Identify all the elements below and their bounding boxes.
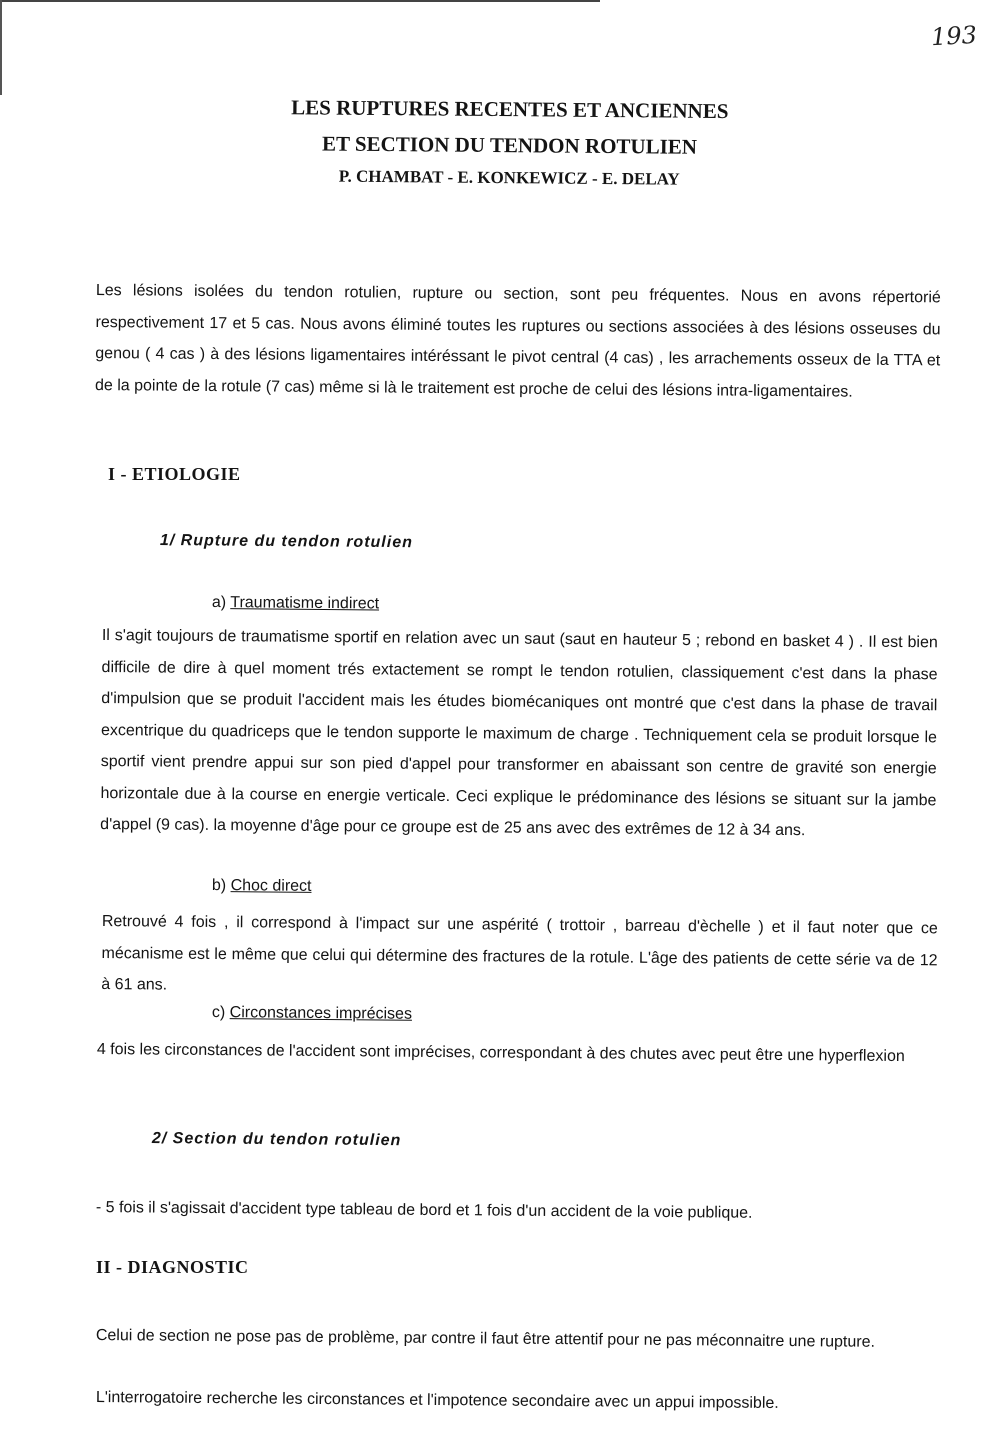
subsection-a-heading [212, 594, 379, 613]
subsection-heading-rupture: 1/ Rupture du tendon rotulien [159, 532, 413, 552]
subsection-b-label: b) [211, 877, 227, 895]
subsection-c-title: Circonstances imprécises [229, 1004, 413, 1023]
section-tendon-text: - 5 fois il s'agissait d'accident type tableau de bord et 1 fois d'un accident de la voie publique. [95, 1198, 753, 1222]
intro-paragraph: Les lésions isolées du tendon rotulien, rupture ou section, sont peu fréquentes. Nous en avons répertorié respectivement 17 et 5 cas. Nous avons éliminé toutes les ruptures ou sections associées à des lésions osseuses du genou ( 4 cas ) à des lésions ligamentaires intéréssant le pivot central (4 cas) , les arrachements osseux de la TTA et de la pointe de la rotule (7 cas) même si là le traitement est proche de celui des lésions intra-ligamentaires. [94, 281, 941, 401]
title-line-1: LES RUPTURES RECENTES ET ANCIENNES [291, 95, 729, 124]
diagnostic-paragraph-1: Celui de section ne pose pas de problème, par contre il faut être attentif pour ne pas méconnaitre une rupture. [95, 1326, 876, 1351]
subsection-b-title: Choc direct [230, 877, 312, 895]
diagnostic-paragraph-2: L'interrogatoire recherche les circonstances et l'impotence secondaire avec un appui impossible. [95, 1388, 779, 1412]
page-number: 193 [930, 20, 978, 52]
subsection-heading-section: 2/ Section du tendon rotulien [151, 1130, 402, 1150]
subsection-a-title: Traumatisme indirect [230, 594, 380, 613]
subsection-c-heading [212, 1004, 412, 1024]
section-heading-diagnostic: II - DIAGNOSTIC [96, 1257, 249, 1277]
subsection-c-text: 4 fois les circonstances de l'accident sont imprécises, correspondant à des chutes avec peut être une hyperflexion [96, 1040, 905, 1066]
scan-border-top [0, 0, 600, 2]
subsection-a-label: a) [211, 594, 227, 612]
subsection-c-label: c) [211, 1004, 226, 1022]
subsection-b-heading [212, 877, 312, 896]
title-block [149, 88, 870, 196]
title-line-2: ET SECTION DU TENDON ROTULIEN [321, 131, 698, 159]
subsection-a-text: Il s'agit toujours de traumatisme sportif en relation avec un saut (saut en hauteur 5 ; rebond en basket 4 ) . Il est bien difficile de dire à quel moment trés extactement se rompt le tendon rotulien, classiquement c'est dans la phase d'impulsion que se produit l'accident mais les études biomécaniques ont montré que c'est dans la phase de travail excentrique du quadriceps que le tendon supporte le maximum de charge . Techniquement cela se produit lorsque le sportif vient prendre appui sur son pied d'appel pour transformer en abaissant son centre de gravité son energie horizontale due à la course en energie verticale. Ceci explique le prédominance des lésions se situant sur la jambe d'appel (9 cas). la moyenne d'âge pour ce groupe est de 25 ans avec des extrêmes de 12 à 34 ans. [100, 626, 938, 840]
authors: P. CHAMBAT - E. KONKEWICZ - E. DELAY [338, 166, 680, 189]
subsection-b-text: Retrouvé 4 fois , il correspond à l'impact sur une aspérité ( trottoir , barreau d'èchelle ) et il faut noter que ce mécanisme est le même que celui qui détermine des fractures de la rotule. L'âge des patients de cette série va de 12 à 61 ans. [101, 912, 938, 994]
scan-border-left [0, 0, 2, 95]
section-heading-etiologie: I - ETIOLOGIE [108, 464, 241, 484]
